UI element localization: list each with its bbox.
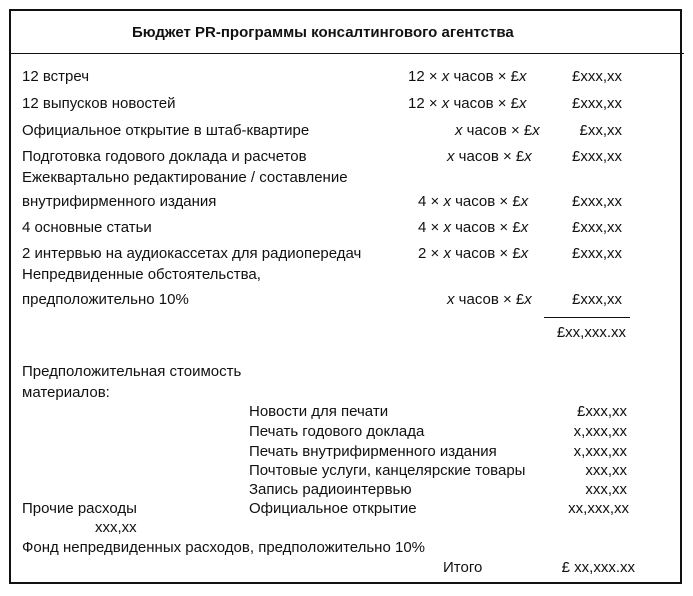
item-label-contingency-line1: Непредвиденные обстоятельства, (22, 266, 261, 283)
material-amount-official-opening: xx,xxx,xx (568, 500, 629, 517)
item-label-opening: Официальное открытие в штаб-квартире (22, 122, 310, 139)
total-label: Итого (443, 559, 483, 576)
item-formula-opening: x часов × £x (455, 122, 540, 139)
other-expenses-amount: xxx,xx (95, 519, 137, 536)
other-expenses-label: Прочие расходы (22, 500, 137, 517)
material-label-radio-recording: Запись радиоинтервью (249, 481, 412, 498)
materials-heading-line2: материалов: (22, 384, 110, 401)
title-divider (9, 53, 684, 54)
item-label-interviews: 2 интервью на аудиокассетах для радиопередач (22, 245, 362, 262)
material-label-postal: Почтовые услуги, канцелярские товары (249, 462, 526, 479)
item-formula-inhouse: 4 × x часов × £x (418, 193, 529, 210)
item-amount-opening: £xx,xx (579, 122, 622, 139)
contingency-fund: Фонд непредвиденных расходов, предположительно 10% (22, 539, 425, 556)
material-label-press-news: Новости для печати (249, 403, 389, 420)
item-amount-annual-report: £xxx,xx (571, 148, 622, 165)
material-label-official-opening: Официальное открытие (249, 500, 417, 517)
item-formula-articles: 4 × x часов × £x (418, 219, 529, 236)
item-formula-contingency: x часов × £x (447, 291, 532, 308)
item-formula-news: 12 × x часов × £x (408, 95, 527, 112)
total-amount: £ xx,xxx.xx (561, 559, 635, 576)
material-amount-inhouse: x,xxx,xx (573, 443, 627, 460)
subtotal-amount: £xx,xxx.xx (556, 324, 626, 341)
item-amount-news: £xxx,xx (571, 95, 622, 112)
document-title: Бюджет PR-программы консалтингового агентства (132, 24, 514, 41)
item-label-annual-report: Подготовка годового доклада и расчетов (22, 148, 307, 165)
material-amount-postal: xxx,xx (585, 462, 627, 479)
materials-heading-line1: Предположительная стоимость (22, 363, 242, 380)
material-label-inhouse: Печать внутрифирменного издания (249, 443, 497, 460)
item-amount-inhouse: £xxx,xx (571, 193, 622, 210)
item-amount-articles: £xxx,xx (571, 219, 622, 236)
material-amount-radio-recording: xxx,xx (585, 481, 627, 498)
item-label-inhouse-line1: Ежеквартально редактирование / составление (22, 169, 348, 186)
item-formula-annual-report: x часов × £x (447, 148, 532, 165)
item-label-contingency-line2: предположительно 10% (22, 291, 189, 308)
material-amount-annual-report: x,xxx,xx (573, 423, 627, 440)
item-label-articles: 4 основные статьи (22, 219, 152, 236)
subtotal-divider (544, 317, 630, 318)
item-label-inhouse-line2: внутрифирменного издания (22, 193, 217, 210)
item-amount-meetings: £xxx,xx (571, 68, 622, 85)
material-label-annual-report: Печать годового доклада (249, 423, 425, 440)
item-amount-interviews: £xxx,xx (571, 245, 622, 262)
item-label-news: 12 выпусков новостей (22, 95, 176, 112)
item-amount-contingency: £xxx,xx (571, 291, 622, 308)
item-formula-meetings: 12 × x часов × £x (408, 68, 527, 85)
item-formula-interviews: 2 × x часов × £x (418, 245, 529, 262)
material-amount-press-news: £xxx,xx (576, 403, 627, 420)
item-label-meetings: 12 встреч (22, 68, 90, 85)
